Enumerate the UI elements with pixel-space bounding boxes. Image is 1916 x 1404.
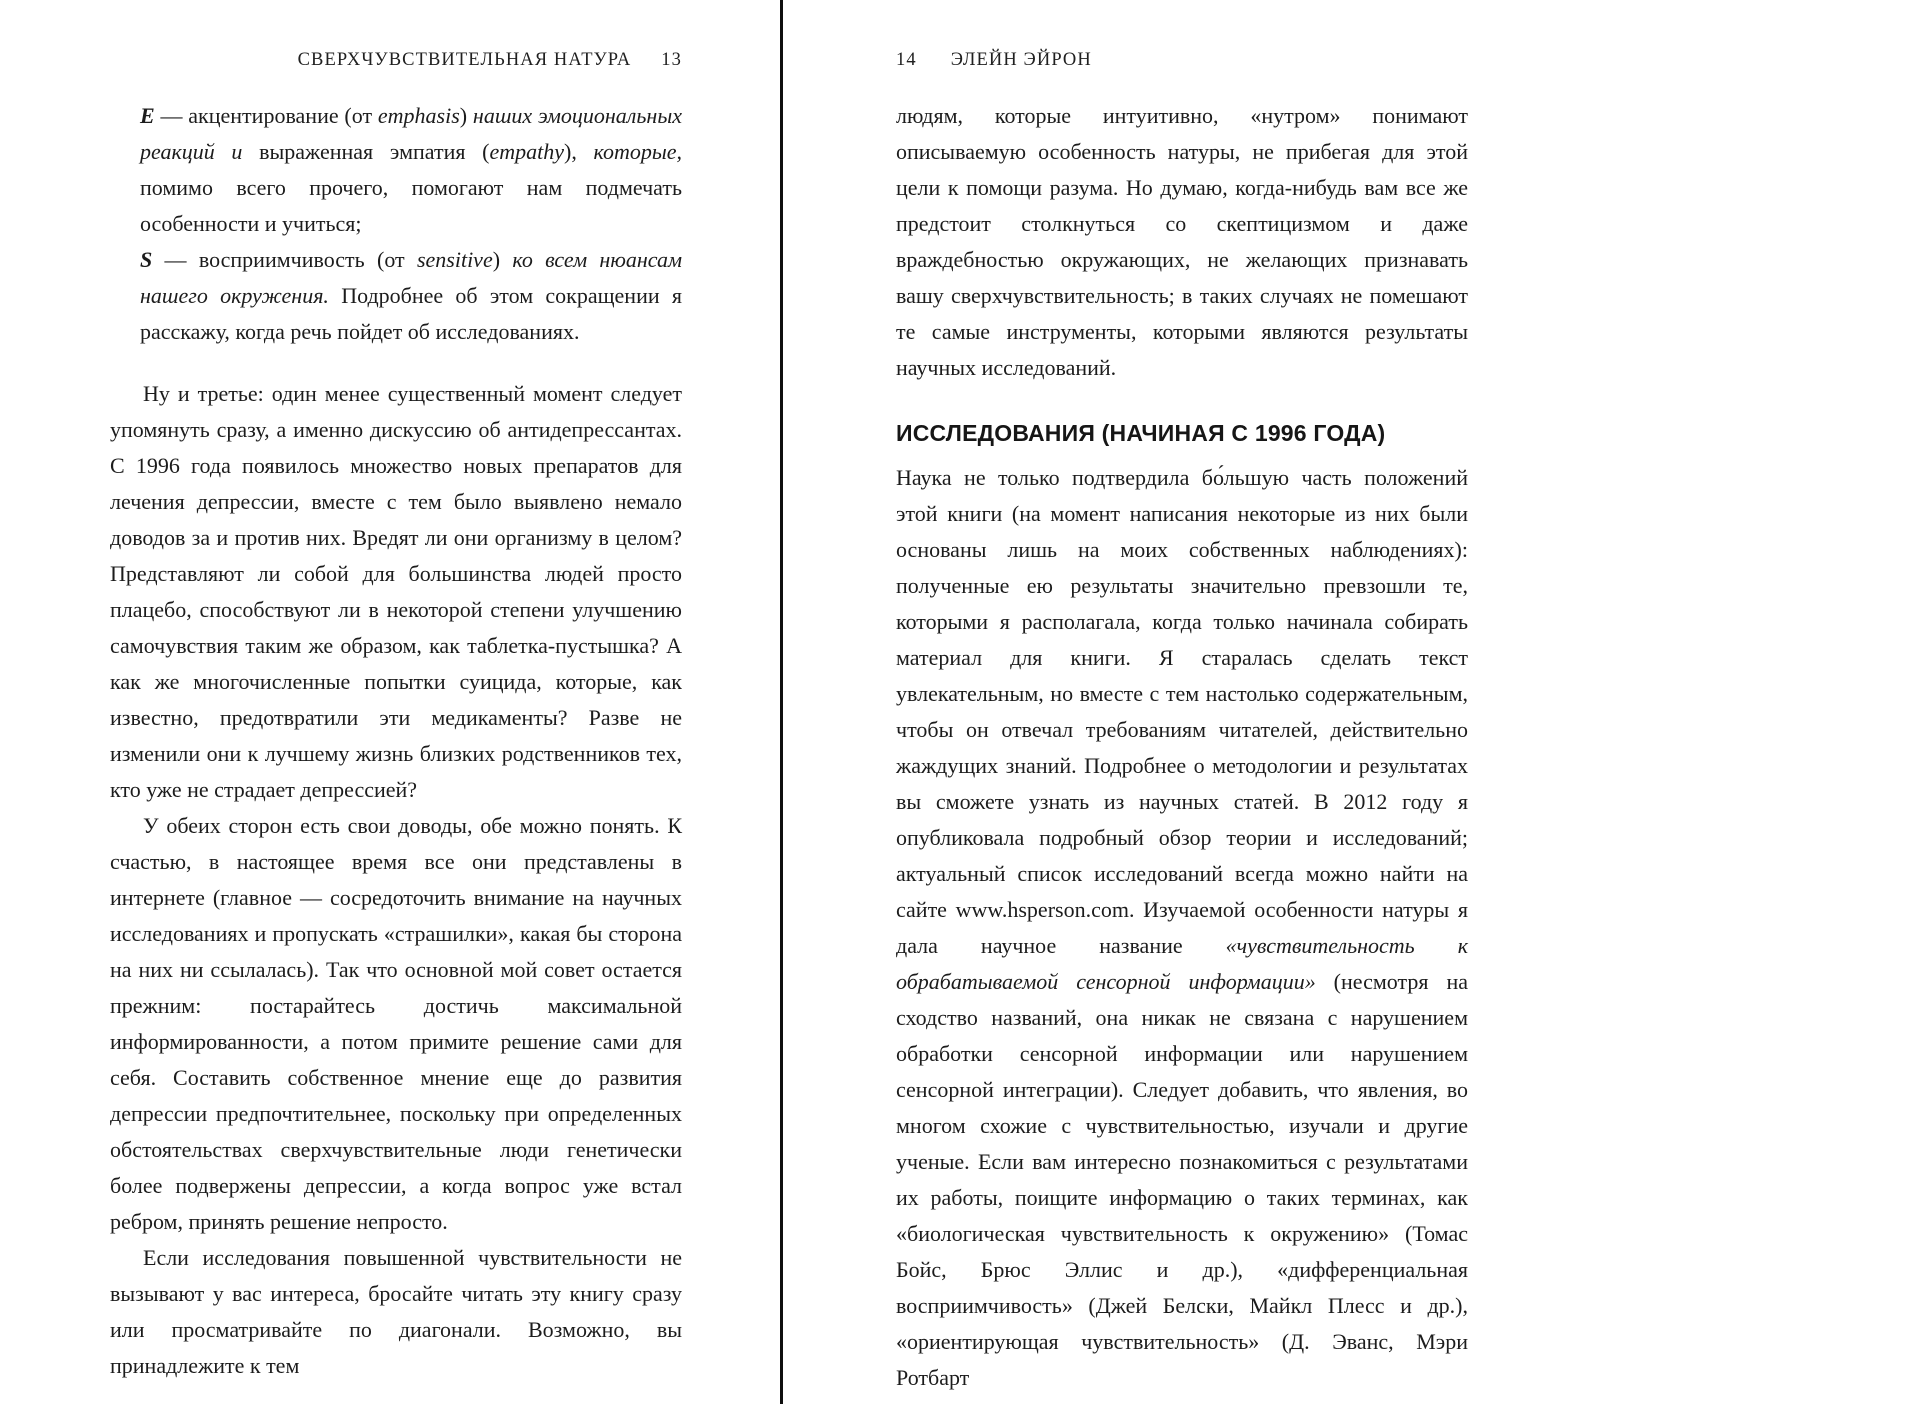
paragraph-intro-continuation: людям, которые интуитивно, «нутром» понимают описываемую особенность натуры, не прибегая для этой цели к помощи разума. Но думаю, когда-нибудь вам все же предстоит столкнуться со скептицизмом и даже враждебностью окружающих, не желающих признавать вашу сверхчувствительность; в таких случаях не помешают те самые инструменты, которыми являются результаты научных исследований. <box>896 103 1468 380</box>
definition-block <box>110 98 682 350</box>
page-right-body <box>896 98 1468 1396</box>
definition-item-e: E — акцентирование (от emphasis) наших эмоциональных реакций и выраженная эмпатия (empathy), которые, помимо всего прочего, помогают нам подмечать особенности и учиться; <box>140 103 683 236</box>
paragraph-skip-reading: Если исследования повышенной чувствительности не вызывают у вас интереса, бросайте читать эту книгу сразу или просматривайте по диагонали. Возможно, вы принадлежите к тем <box>110 1245 682 1378</box>
paragraph-both-sides: У обеих сторон есть свои доводы, обе можно понять. К счастью, в настоящее время все они представлены в интернете (главное — сосредоточить внимание на научных исследованиях и пропускать «страшилки», какая бы сторона на них ни ссылалась). Так что основной мой совет остается прежним: постарайтесь достичь максимальной информированности, а потом примите решение сами для себя. Составить собственное мнение еще до развития депрессии предпочтительнее, поскольку при определенных обстоятельствах сверхчувствительные люди генетически более подвержены депрессии, а когда вопрос уже встал ребром, принять решение непросто. <box>110 813 682 1234</box>
page-divider-line <box>780 0 783 1404</box>
page-number-left: 13 <box>661 50 682 70</box>
running-head-left <box>110 50 682 71</box>
paragraph-research-overview: Наука не только подтвердила бо́льшую часть положений этой книги (на момент написания некоторые из них были основаны лишь на моих собственных наблюдениях): полученные ею результаты значительно превзошли те, которыми я располагала, когда только начинала собирать материал для книги. Я старалась сделать текст увлекательным, но вместе с тем настолько содержательным, чтобы он отвечал требованиям читателей, действительно жаждущих знаний. Подробнее о методологии и результатах вы сможете узнать из научных статей. В 2012 году я опубликовала подробный обзор теории и исследований; актуальный список исследований всегда можно найти на сайте www.hsperson.com. Изучаемой особенности натуры я дала научное название «чувствительность к обрабатываемой сенсорной информации» (несмотря на сходство названий, она никак не связана с нарушением обработки сенсорной информации или нарушением сенсорной интеграции). Следует добавить, что явления, во многом схожие с чувствительностью, изучали и другие ученые. Если вам интересно познакомиться с результатами их работы, поищите информацию о таких терминах, как «биологическая чувствительность к окружению» (Томас Бойс, Брюс Эллис и др.), «дифференциальная восприимчивость» (Джей Белски, Майкл Плесс и др.), «ориентирующая чувствительность» (Д. Эванс, Мэри Ротбарт <box>896 465 1468 1390</box>
section-heading-research: ИССЛЕДОВАНИЯ (НАЧИНАЯ С 1996 ГОДА) <box>896 420 1386 446</box>
running-head-title-right: ЭЛЕЙН ЭЙРОН <box>950 50 1092 70</box>
running-head-title-left: СВЕРХЧУВСТВИТЕЛЬНАЯ НАТУРА <box>297 50 632 70</box>
running-head-right <box>896 50 1468 71</box>
definition-item-s: S — восприимчивость (от sensitive) ко всем нюансам нашего окружения. Подробнее об этом сокращении я расскажу, когда речь пойдет об исследованиях. <box>140 247 682 344</box>
page-number-right: 14 <box>896 50 917 70</box>
page-left-body <box>110 98 682 1384</box>
paragraph-antidepressants: Ну и третье: один менее существенный момент следует упомянуть сразу, а именно дискуссию об антидепрессантах. С 1996 года появилось множество новых препаратов для лечения депрессии, вместе с тем было выявлено немало доводов за и против них. Вредят ли они организму в целом? Представляют ли собой для большинства людей просто плацебо, способствуют ли в некоторой степени улучшению самочувствия таким же образом, как таблетка-пустышка? А как же многочисленные попытки суицида, которые, как известно, предотвратили эти медикаменты? Разве не изменили они к лучшему жизнь близких родственников тех, кто уже не страдает депрессией? <box>110 381 682 802</box>
